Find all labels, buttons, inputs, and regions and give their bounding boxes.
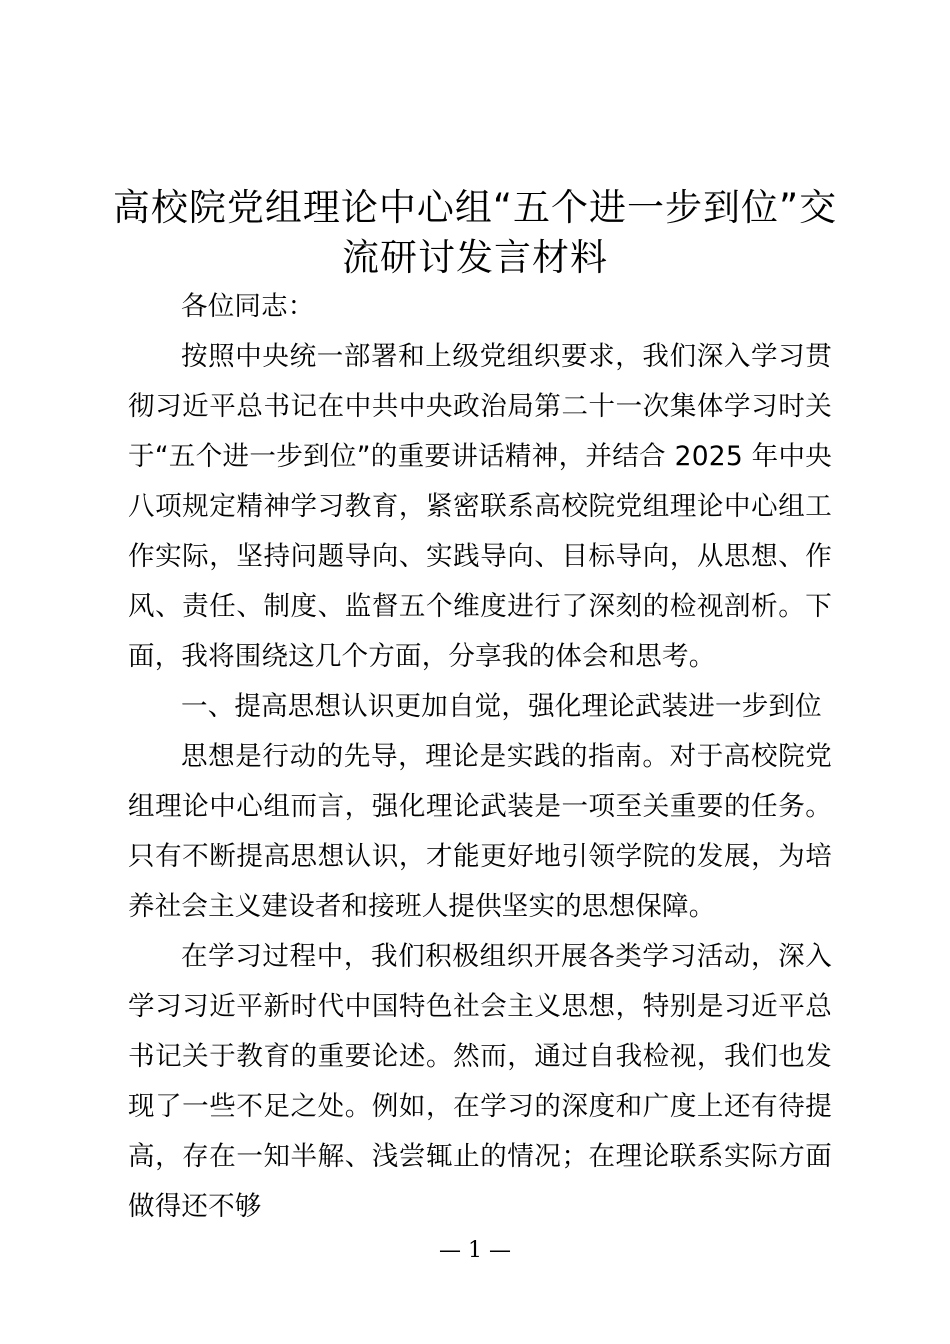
document-title bbox=[110, 183, 840, 283]
title-line-2: 流研讨发言材料 bbox=[342, 236, 608, 279]
salutation: 各位同志： bbox=[181, 291, 315, 322]
document-body bbox=[128, 282, 832, 1232]
paragraph: 在学习过程中，我们积极组织开展各类学习活动，深入学习习近平新时代中国特色社会主义思想，特别是习近平总书记关于教育的重要论述。然而，通过自我检视，我们也发现了一些不足之处。例如，在学习的深度和广度上还有待提高，存在一知半解、浅尝辄止的情况；在理论联系实际方面做得还不够 bbox=[128, 941, 832, 1222]
title-line-1: 高校院党组理论中心组“五个进一步到位”交 bbox=[112, 186, 838, 229]
paragraph: 思想是行动的先导，理论是实践的指南。对于高校院党组理论中心组而言，强化理论武装是一项至关重要的任务。只有不断提高思想认识，才能更好地引领学院的发展，为培养社会主义建设者和接班人提供坚实的思想保障。 bbox=[128, 741, 832, 922]
paragraph-intro: 按照中央统一部署和上级党组织要求，我们深入学习贯彻习近平总书记在中共中央政治局第二十一次集体学习时关于“五个进一步到位”的重要讲话精神，并结合 2025 年中央八项规定精神学习教育，紧密联系高校院党组理论中心组工作实际，坚持问题导向、实践导向、目标导向，从思想、作风、责任、制度、监督五个维度进行了深刻的检视剖析。下面，我将围绕这几个方面，分享我的体会和思考。 bbox=[128, 341, 832, 672]
section-heading-1: 一、提高思想认识更加自觉，强化理论武装进一步到位 bbox=[181, 691, 822, 722]
page-number: — 1 — bbox=[439, 1238, 511, 1263]
